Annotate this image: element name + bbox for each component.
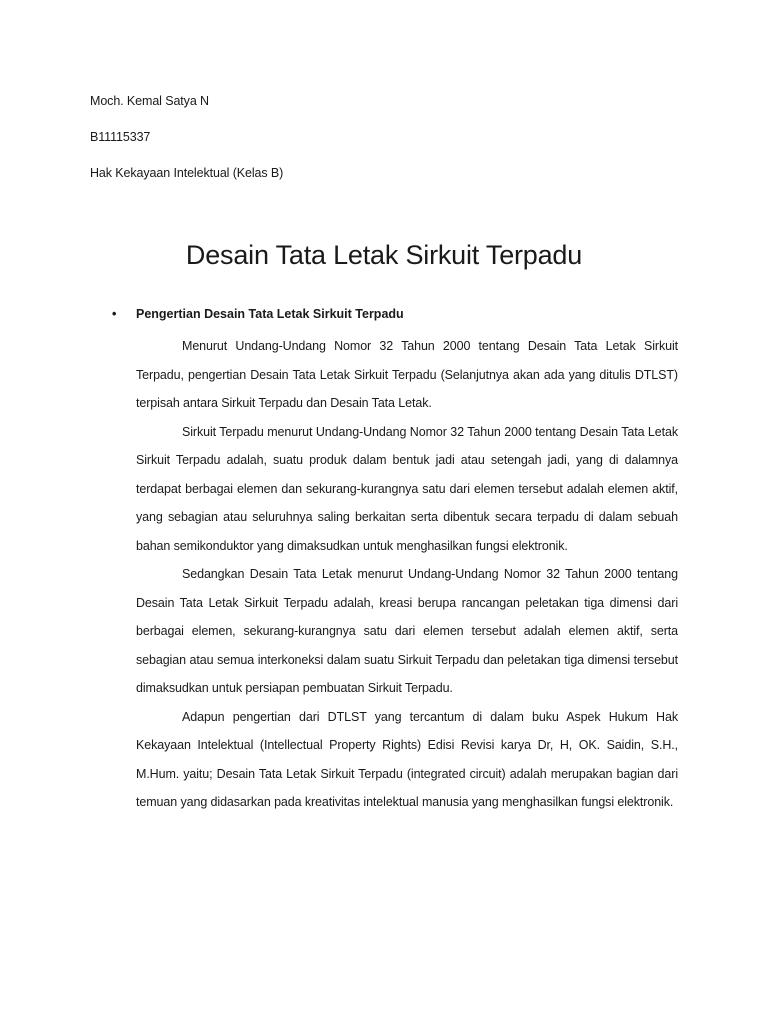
course-name: Hak Kekayaan Intelektual (Kelas B): [90, 166, 284, 180]
student-id: B11115337: [90, 130, 151, 144]
paragraph: Sedangkan Desain Tata Letak menurut Undang-Undang Nomor 32 Tahun 2000 tentang Desain Tata Letak Sirkuit Terpadu adalah, kreasi berupa rancangan peletakan tiga dimensi dari berbagai elemen, sekurang-kurangnya satu dari elemen tersebut adalah elemen aktif, serta sebagian atau semua interkoneksi dalam suatu Sirkuit Terpadu dan peletakan tiga dimensi tersebut dimaksudkan untuk persiapan pembuatan Sirkuit Terpadu.: [136, 567, 678, 695]
document-title: Desain Tata Letak Sirkuit Terpadu: [185, 240, 583, 270]
document-body: [136, 332, 678, 817]
author-name: Moch. Kemal Satya N: [90, 94, 209, 108]
section-heading: [112, 307, 404, 321]
section-heading-text: Pengertian Desain Tata Letak Sirkuit Terpadu: [136, 307, 404, 321]
paragraph: Sirkuit Terpadu menurut Undang-Undang Nomor 32 Tahun 2000 tentang Desain Tata Letak Sirkuit Terpadu adalah, suatu produk dalam bentuk jadi atau setengah jadi, yang di dalamnya terdapat berbagai elemen dan sekurang-kurangnya satu dari elemen tersebut adalah elemen aktif, yang sebagian atau seluruhnya saling berkaitan serta dibentuk secara terpadu di dalam sebuah bahan semikonduktor yang dimaksudkan untuk menghasilkan fungsi elektronik.: [136, 424, 678, 553]
paragraph: Menurut Undang-Undang Nomor 32 Tahun 2000 tentang Desain Tata Letak Sirkuit Terpadu, pengertian Desain Tata Letak Sirkuit Terpadu (Selanjutnya akan ada yang ditulis DTLST) terpisah antara Sirkuit Terpadu dan Desain Tata Letak.: [136, 339, 678, 410]
paragraph: Adapun pengertian dari DTLST yang tercantum di dalam buku Aspek Hukum Hak Kekayaan Intelektual (Intellectual Property Rights) Edisi Revisi karya Dr, H, OK. Saidin, S.H., M.Hum. yaitu; Desain Tata Letak Sirkuit Terpadu (integrated circuit) adalah merupakan bagian dari temuan yang didasarkan pada kreativitas intelektual manusia yang menghasilkan fungsi elektronik.: [136, 709, 678, 809]
bullet-icon: •: [112, 307, 117, 321]
